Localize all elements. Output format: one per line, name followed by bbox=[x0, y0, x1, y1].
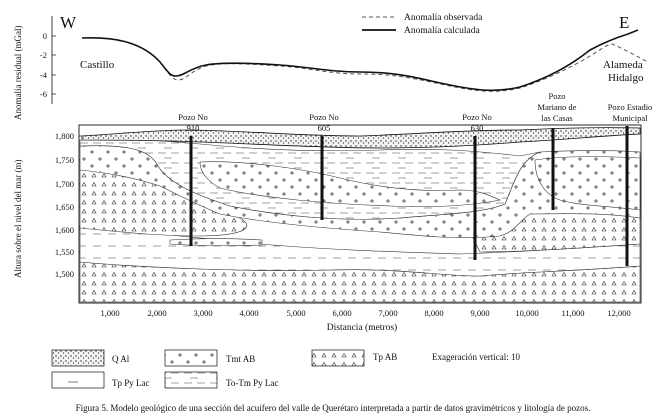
section-y-tick-label: 1,550 bbox=[54, 247, 74, 257]
well-label: 910 bbox=[186, 123, 200, 133]
section-y-axis-label: Altura sobre el nivel del mar (m) bbox=[13, 159, 23, 278]
well-label: Pozo Estadio bbox=[607, 102, 653, 112]
legend-label-tmt-ab: Tmt AB bbox=[226, 354, 256, 364]
section-x-tick-label: 7,000 bbox=[378, 308, 398, 318]
anomaly-y-axis-label: Anomalía residual (mGal) bbox=[13, 25, 23, 120]
legend-swatch-to-tm-py-lac bbox=[165, 372, 217, 388]
section-x-tick-label: 2,000 bbox=[147, 308, 167, 318]
section-y-tick-label: 1,700 bbox=[54, 179, 74, 189]
section-x-tick-label: 9,000 bbox=[470, 308, 490, 318]
anomaly-tick-label: -6 bbox=[39, 89, 47, 99]
figure-caption: Figura 5. Modelo geológico de una sección del acuífero del valle de Querétaro interpretada a partir de datos gravimétricos y litología de pozos. bbox=[75, 403, 591, 413]
legend-observed-label: Anomalía observada bbox=[404, 13, 483, 23]
section-y-tick-label: 1,600 bbox=[54, 225, 74, 235]
legend-label-tp-py-lac: Tp Py Lac bbox=[112, 378, 150, 388]
well-label: Municipal bbox=[612, 113, 648, 123]
legend-swatch-tp-ab bbox=[312, 350, 364, 366]
section-y-tick-label: 1,500 bbox=[54, 269, 74, 279]
well-label: Pozo No bbox=[178, 112, 208, 122]
well-label: las Casas bbox=[541, 113, 573, 123]
section-x-tick-label: 12,000 bbox=[607, 308, 631, 318]
section-y-tick-label: 1,750 bbox=[54, 155, 74, 165]
east-label: E bbox=[619, 13, 630, 32]
lithology-legend bbox=[52, 350, 520, 388]
west-label: W bbox=[60, 13, 77, 32]
well-label: Pozo No bbox=[462, 112, 492, 122]
legend-swatch-tmt-ab bbox=[165, 350, 217, 366]
section-x-tick-label: 4,000 bbox=[239, 308, 259, 318]
legend-calculated-label: Anomalía calculada bbox=[404, 26, 480, 36]
section-x-axis-label: Distancia (metros) bbox=[326, 323, 398, 333]
well-label: Mariano de bbox=[537, 102, 577, 112]
well-label: Pozo No bbox=[309, 112, 339, 122]
section-x-tick-label: 3,000 bbox=[193, 308, 213, 318]
anomaly-tick-label: -4 bbox=[39, 70, 47, 80]
legend-swatch-tp-py-lac bbox=[52, 372, 104, 388]
layer-small-lens bbox=[170, 239, 262, 246]
legend-label-tp-ab: Tp AB bbox=[373, 352, 398, 362]
alameda-label-1: Alameda bbox=[603, 59, 643, 71]
section-y-tick-label: 1,800 bbox=[54, 131, 74, 141]
section-x-tick-label: 11,000 bbox=[561, 308, 585, 318]
section-x-tick-label: 10,000 bbox=[515, 308, 539, 318]
legend-label-to-tm-py-lac: To-Tm Py Lac bbox=[226, 378, 279, 388]
castillo-label: Castillo bbox=[80, 59, 115, 71]
section-x-tick-label: 6,000 bbox=[332, 308, 352, 318]
calculated-anomaly-curve bbox=[82, 30, 638, 90]
well-label: 605 bbox=[317, 123, 331, 133]
well-label: Pozo bbox=[548, 91, 566, 101]
alameda-label-2: Hidalgo bbox=[608, 72, 644, 84]
anomaly-tick-label: 0 bbox=[42, 31, 47, 41]
legend-label-q-al: Q Al bbox=[112, 354, 130, 364]
well-label: 630 bbox=[470, 123, 484, 133]
legend-swatch-q-al bbox=[52, 350, 104, 366]
section-y-tick-label: 1,650 bbox=[54, 202, 74, 212]
observed-anomaly-curve bbox=[82, 38, 648, 91]
geologic-section bbox=[13, 91, 652, 333]
anomaly-tick-label: -2 bbox=[39, 50, 47, 60]
anomaly-y-ticks bbox=[40, 31, 56, 99]
vertical-exaggeration-label: Exageración vertical: 10 bbox=[432, 352, 520, 362]
section-x-tick-label: 1,000 bbox=[100, 308, 120, 318]
section-x-tick-label: 8,000 bbox=[424, 308, 444, 318]
section-x-tick-label: 5,000 bbox=[286, 308, 306, 318]
